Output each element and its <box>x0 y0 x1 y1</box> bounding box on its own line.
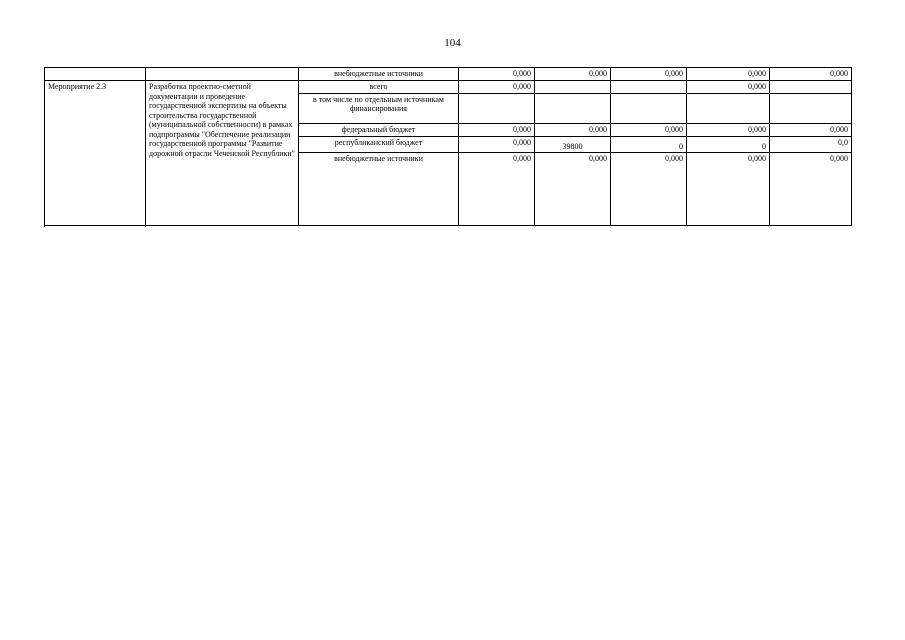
source-cell: федеральный бюджет <box>299 123 459 136</box>
table-cell <box>146 68 299 81</box>
source-cell: внебюджетные источники <box>299 68 459 81</box>
value-cell: 0,000 <box>687 68 770 81</box>
event-label-cell: Мероприятие 2.3 <box>45 81 146 226</box>
value-cell: 0,000 <box>459 123 535 136</box>
value-cell: 0,000 <box>611 153 687 226</box>
table-row <box>45 68 852 81</box>
value-cell <box>459 93 535 123</box>
value-cell <box>535 93 611 123</box>
value-cell <box>687 93 770 123</box>
source-cell: республиканский бюджет <box>299 136 459 153</box>
value-cell: 0,0 <box>770 136 852 153</box>
value-cell: 0,000 <box>459 153 535 226</box>
page-number: 104 <box>444 37 461 49</box>
value-cell: 0,000 <box>770 123 852 136</box>
value-cell <box>770 93 852 123</box>
value-cell <box>611 93 687 123</box>
value-cell: 0,000 <box>535 68 611 81</box>
value-cell <box>535 81 611 94</box>
value-cell: 0,000 <box>535 153 611 226</box>
funding-table <box>44 67 852 226</box>
value-cell: 0,000 <box>535 123 611 136</box>
source-cell: всего <box>299 81 459 94</box>
value-cell: 0,000 <box>611 123 687 136</box>
value-cell: 0,000 <box>770 153 852 226</box>
value-cell: 0,000 <box>459 68 535 81</box>
value-cell: 0,000 <box>770 68 852 81</box>
value-cell: 0 <box>611 136 687 153</box>
value-cell: 0,000 <box>459 81 535 94</box>
value-cell <box>770 81 852 94</box>
value-cell: 0,000 <box>687 123 770 136</box>
value-cell: 39800 <box>535 136 611 153</box>
table-cell <box>45 68 146 81</box>
event-description-cell: Разработка проектно-сметной документации и проведение государственной экспертизы на объекты строительства государственной (муниципальной собственности) в рамках подпрограммы "Обеспечение реализации государственной программы "Развитие дорожной отрасли Чеченской Республики" <box>146 81 299 226</box>
value-cell: 0,000 <box>459 136 535 153</box>
source-cell: внебюджетные источники <box>299 153 459 226</box>
table-row <box>45 81 852 94</box>
source-cell: в том числе по отдельным источникам финансирования <box>299 93 459 123</box>
value-cell: 0,000 <box>611 68 687 81</box>
value-cell: 0,000 <box>687 153 770 226</box>
value-cell: 0,000 <box>687 81 770 94</box>
value-cell: 0 <box>687 136 770 153</box>
value-cell <box>611 81 687 94</box>
